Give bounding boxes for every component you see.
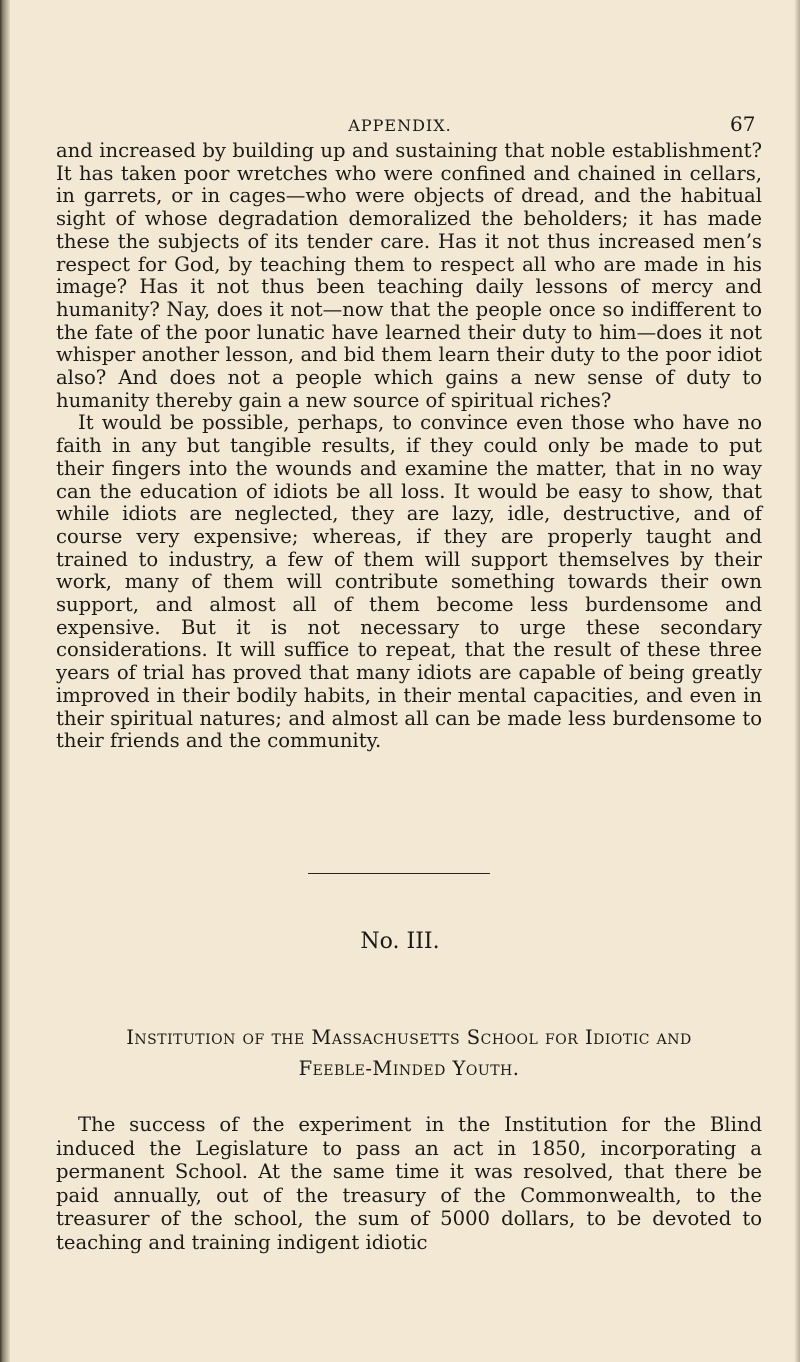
page-edge-right xyxy=(794,0,800,1362)
section-number: No. III. xyxy=(360,929,440,954)
body-text xyxy=(56,140,762,753)
paragraph: and increased by building up and sustaining that noble establishment? It has taken poor wretches who were confined and chained in cellars, in garrets, or in cages—who were objects of dread, and the habitual sight of whose degradation demoralized the beholders; it has made these the subjects of its tender care. Has it not thus increased men’s respect for God, by teaching them to respect all who are made in his image? Has it not thus been teaching daily lessons of mercy and humanity? Nay, does it not—now that the people once so indifferent to the fate of the poor lunatic have learned their duty to him—does it not whisper another lesson, and bid them learn their duty to the poor idiot also? And does not a people which gains a new sense of duty to humanity thereby gain a new source of spiritual riches? xyxy=(56,139,762,412)
page-edge-left xyxy=(0,0,10,1362)
section-heading-line: Institution of the Massachusetts School for Idiotic and xyxy=(126,1026,692,1049)
paragraph: It would be possible, perhaps, to convince even those who have no faith in any but tangible results, if they could only be made to put their fingers into the wounds and examine the matter, that in no way can the education of idiots be all loss. It would be easy to show, that while idiots are neglected, they are lazy, idle, destructive, and of course very expensive; whereas, if they are properly taught and trained to industry, a few of them will support themselves by their work, many of them will contribute something towards their own support, and almost all of them become less burdensome and expensive. But it is not necessary to urge these secondary considerations. It will suffice to repeat, that the result of these three years of trial has proved that many idiots are capable of being greatly improved in their bodily habits, in their mental capacities, and even in their spiritual natures; and almost all can be made less burdensome to their friends and the community. xyxy=(56,411,762,753)
section-divider xyxy=(308,873,490,874)
running-title: APPENDIX. xyxy=(348,116,452,135)
section-heading xyxy=(56,1022,762,1084)
section-heading-line: Feeble-Minded Youth. xyxy=(298,1057,520,1080)
section-paragraph: The success of the experiment in the Institution for the Blind induced the Legislature to pass an act in 1850, incorporating a permanent School. At the same time it was resolved, that there be paid annually, out of the treasury of the Commonwealth, to the treasurer of the school, the sum of 5000 dollars, to be devoted to teaching and training indigent idiotic xyxy=(56,1113,762,1254)
page-number: 67 xyxy=(730,112,756,136)
